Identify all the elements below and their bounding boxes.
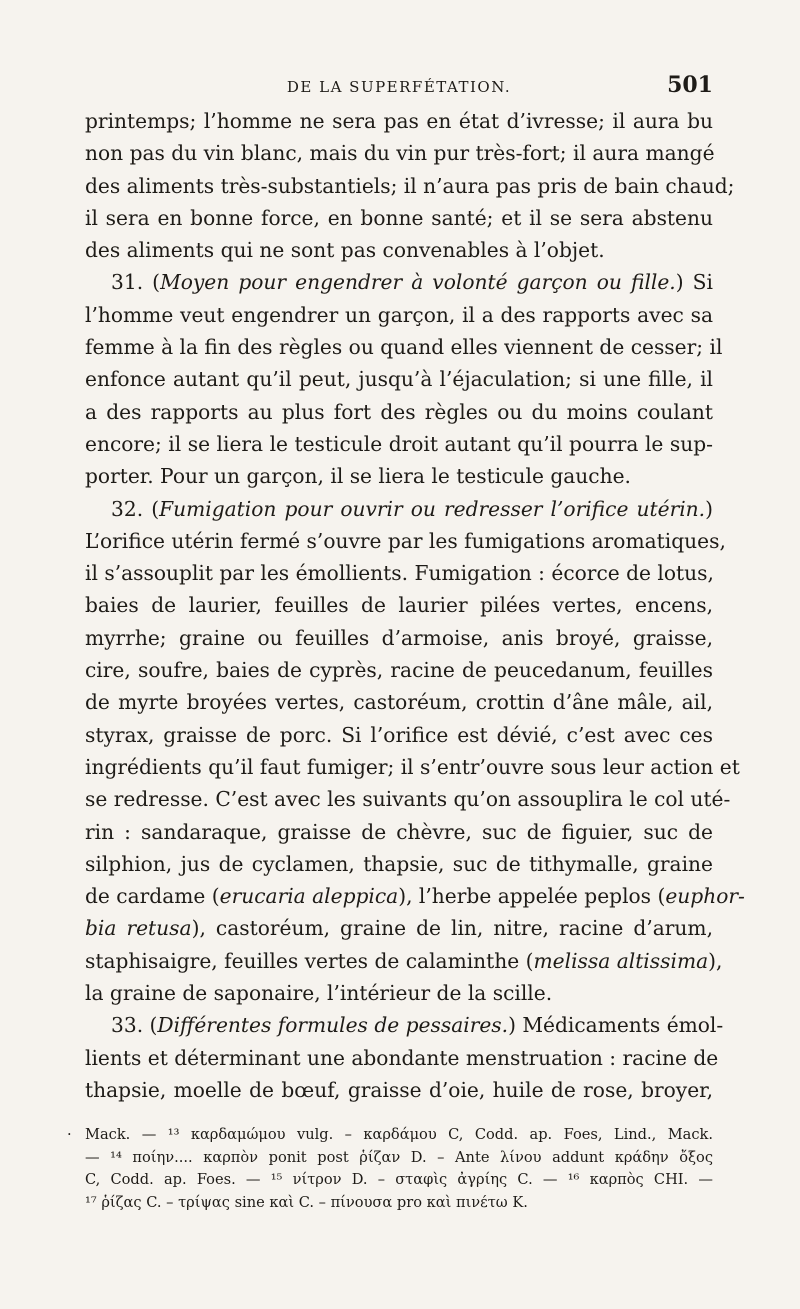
footnote-bullet: · — [67, 1126, 72, 1143]
footnotes — [67, 1124, 713, 1214]
text-line: bia retusa), castoréum, graine de lin, nitre, racine d’arum, — [85, 916, 713, 941]
text-line: lients et déterminant une abondante menstruation : racine de — [85, 1045, 719, 1070]
footnote-line: C, Codd. ap. Foes. — ¹⁵ νίτρον D. – σταφὶς ἀγρίης C. — ¹⁶ καρπὸς CHI. — — [85, 1171, 713, 1188]
text-line: se redresse. C’est avec les suivants qu’on assouplira le col uté- — [85, 787, 731, 812]
text-line: porter. Pour un garçon, il se liera le testicule gauche. — [85, 464, 631, 489]
text-line: a des rapports au plus fort des règles ou du moins coulant — [85, 399, 713, 424]
page-number: 501 — [667, 72, 713, 98]
text-line: de myrte broyées vertes, castoréum, crottin d’âne mâle, ail, — [85, 690, 713, 715]
text-line: baies de laurier, feuilles de laurier pilées vertes, encens, — [85, 593, 713, 618]
text-line: 32. (Fumigation pour ouvrir ou redresser l’orifice utérin.) — [111, 496, 713, 521]
page-header — [85, 72, 713, 102]
text-line: styrax, graisse de porc. Si l’orifice est dévié, c’est avec ces — [85, 722, 713, 747]
footnote-line: ¹⁷ ῥίζας C. – τρίψας sine καὶ C. – πίνουσα pro καὶ πινέτω K. — [85, 1193, 528, 1211]
running-head: DE LA SUPERFÉTATION. — [286, 78, 512, 96]
text-line: L’orifice utérin fermé s’ouvre par les fumigations aromatiques, — [85, 528, 726, 553]
text-line: des aliments très-substantiels; il n’aura pas pris de bain chaud; — [85, 173, 735, 198]
text-line: l’homme veut engendrer un garçon, il a des rapports avec sa — [85, 302, 713, 327]
text-line: non pas du vin blanc, mais du vin pur très-fort; il aura mangé — [85, 141, 715, 166]
text-line: thapsie, moelle de bœuf, graisse d’oie, huile de rose, broyer, — [85, 1077, 713, 1102]
text-line: staphisaigre, feuilles vertes de calaminthe (melissa altissima), — [85, 948, 723, 973]
text-line: myrrhe; graine ou feuilles d’armoise, anis broyé, graisse, — [85, 625, 713, 650]
text-line: cire, soufre, baies de cyprès, racine de peucedanum, feuilles — [85, 658, 713, 683]
text-line: enfonce autant qu’il peut, jusqu’à l’éjaculation; si une fille, il — [85, 367, 713, 392]
text-line: des aliments qui ne sont pas convenables à l’objet. — [85, 238, 605, 263]
text-line: ingrédients qu’il faut fumiger; il s’entr’ouvre sous leur action et — [85, 754, 740, 779]
text-line: 33. (Différentes formules de pessaires.) Médicaments émol- — [111, 1013, 724, 1038]
text-line: la graine de saponaire, l’intérieur de la scille. — [85, 981, 553, 1006]
footnote-line: — ¹⁴ ποίην.... καρπὸν ponit post ῥίζαν D. – Ante λίνου addunt κράδην ὄξος — [85, 1148, 713, 1166]
text-line: il s’assouplit par les émollients. Fumigation : écorce de lotus, — [85, 561, 714, 586]
text-line: rin : sandaraque, graisse de chèvre, suc de figuier, suc de — [85, 819, 713, 844]
footnote-line: Mack. — ¹³ καρδαμώμου vulg. – καρδάμου C, Codd. ap. Foes, Lind., Mack. — [85, 1126, 713, 1143]
text-line: 31. (Moyen pour engendrer à volonté garçon ou fille.) Si — [111, 270, 713, 295]
text-line: encore; il se liera le testicule droit autant qu’il pourra le sup- — [85, 431, 713, 456]
text-line: femme à la fin des règles ou quand elles viennent de cesser; il — [85, 335, 723, 360]
text-line: silphion, jus de cyclamen, thapsie, suc de tithymalle, graine — [85, 851, 713, 876]
text-line: il sera en bonne force, en bonne santé; et il se sera abstenu — [85, 205, 713, 230]
text-line: printemps; l’homme ne sera pas en état d’ivresse; il aura bu — [85, 109, 713, 133]
text-line: de cardame (erucaria aleppica), l’herbe appelée peplos (euphor- — [85, 884, 745, 909]
body-text — [85, 105, 745, 1106]
